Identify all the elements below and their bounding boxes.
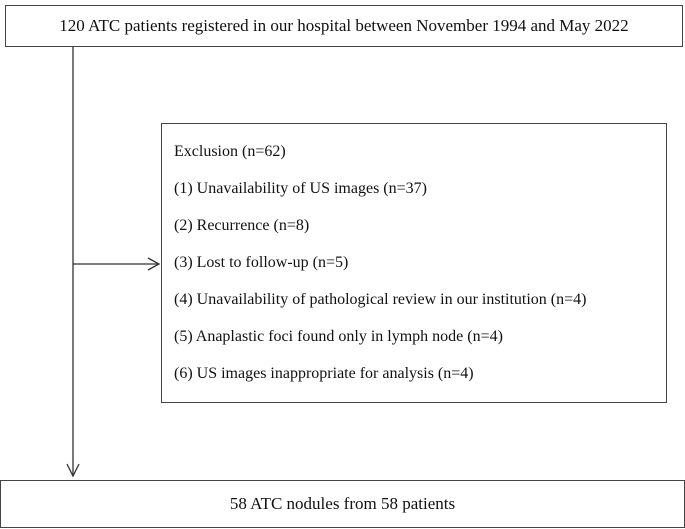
exclusion-item: (3) Lost to follow-up (n=5) [174, 254, 349, 271]
exclusion-item: (4) Unavailability of pathological review in our institution (n=4) [174, 291, 587, 308]
result-text: 58 ATC nodules from 58 patients [229, 494, 456, 513]
exclusion-item: (6) US images inappropriate for analysis (n=4) [174, 365, 474, 382]
start-box [5, 5, 683, 47]
exclusion-title: Exclusion (n=62) [174, 143, 286, 160]
exclusion-item: (1) Unavailability of US images (n=37) [174, 180, 427, 197]
start-text: 120 ATC patients registered in our hospital between November 1994 and May 2022 [59, 16, 629, 35]
exclusion-item: (2) Recurrence (n=8) [174, 217, 310, 234]
exclusion-item: (5) Anaplastic foci found only in lymph node (n=4) [174, 328, 503, 345]
result-box [0, 480, 685, 528]
exclusion-box [161, 123, 667, 403]
